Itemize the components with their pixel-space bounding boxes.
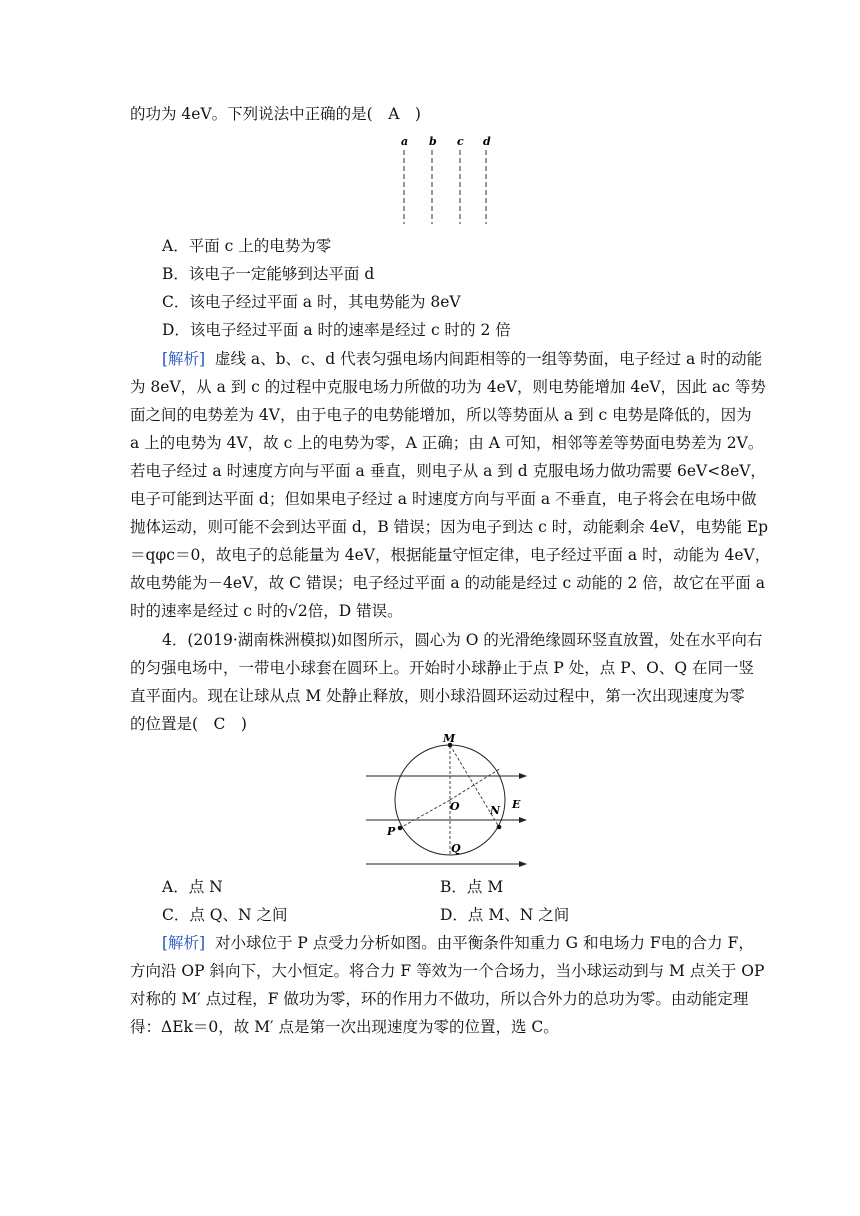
q3-analysis-line-4: a 上的电势为 4V，故 c 上的电势为零，A 正确；由 A 可知，相邻等差等势面电势差为 2V。 bbox=[130, 434, 764, 452]
q3-option-b: B．该电子一定能够到达平面 d bbox=[162, 265, 375, 283]
q3-analysis-line-6: 电子可能到达平面 d；但如果电子经过 a 时速度方向与平面 a 不垂直，电子将会在电场中做 bbox=[130, 490, 757, 508]
o-to-upper-right-line bbox=[450, 768, 501, 800]
q4-option-a: A．点 N bbox=[162, 878, 223, 896]
plane-label-a: a bbox=[401, 135, 409, 148]
q3-analysis-line-5: 若电子经过 a 时速度方向与平面 a 垂直，则电子从 a 到 d 克服电场力做功需要 6eV<8eV， bbox=[130, 462, 766, 480]
q4-analysis-tag: [解析] bbox=[162, 934, 206, 952]
q3-analysis-line-2: 为 8eV，从 a 到 c 的过程中克服电场力所做的功为 4eV，则电势能增加 4eV，因此 ac 等势 bbox=[130, 378, 766, 396]
q4-option-d: D．点 M、N 之间 bbox=[440, 906, 570, 924]
plane-label-c: c bbox=[457, 135, 464, 148]
q3-analysis-line-7: 抛体运动，则可能不会到达平面 d，B 错误；因为电子到达 c 时，动能剩余 4eV，电势能 Ep bbox=[130, 518, 769, 536]
q4-option-c: C．点 Q、N 之间 bbox=[162, 906, 288, 924]
q3-option-d: D．该电子经过平面 a 时的速率是经过 c 时的 2 倍 bbox=[162, 321, 511, 339]
equipotential-figure bbox=[390, 134, 500, 228]
q3-analysis-text-1: 虚线 a、b、c、d 代表匀强电场内间距相等的一组等势面，电子经过 a 时的动能 bbox=[214, 350, 763, 368]
q3-analysis-line-9: 故电势能为－4eV，故 C 错误；电子经过平面 a 的动能是经过 c 动能的 2 倍，故它在平面 a bbox=[130, 574, 765, 592]
q4-stem-line-3: 直平面内。现在让球从点 M 处静止释放，则小球沿圆环运动过程中，第一次出现速度为零 bbox=[130, 687, 745, 705]
point-p-dot bbox=[398, 826, 403, 831]
label-e: E bbox=[512, 798, 521, 811]
op-line bbox=[400, 800, 450, 828]
q4-analysis-line-4: 得：ΔEk＝0，故 M′ 点是第一次出现速度为零的位置，选 C。 bbox=[130, 1018, 559, 1036]
q4-stem-line-2: 的匀强电场中，一带电小球套在圆环上。开始时小球静止于点 P 处，点 P、O、Q 在同一竖 bbox=[130, 659, 754, 677]
plane-label-d: d bbox=[483, 135, 491, 148]
q4-stem-line-4: 的位置是( C ) bbox=[130, 715, 247, 733]
q4-analysis-line-3: 对称的 M′ 点过程，F 做功为零，环的作用力不做功，所以合外力的总功为零。由动能定理 bbox=[130, 990, 749, 1008]
q3-analysis-line-1 bbox=[162, 349, 762, 369]
ring-field-figure bbox=[360, 732, 540, 872]
q4-analysis-line-2: 方向沿 OP 斜向下，大小恒定。将合力 F 等效为一个合场力，当小球运动到与 M 点关于 OP bbox=[130, 962, 765, 980]
label-p: P bbox=[387, 825, 396, 838]
q3-analysis-line-10: 时的速率是经过 c 时的√2倍，D 错误。 bbox=[130, 602, 403, 620]
q3-analysis-line-3: 面之间的电势差为 4V，由于电子的电势能增加，所以等势面从 a 到 c 电势是降低的，因为 bbox=[130, 406, 752, 424]
q3-analysis-line-8: ＝qφc＝0，故电子的总能量为 4eV，根据能量守恒定律，电子经过平面 a 时，动能为 4eV， bbox=[130, 546, 771, 564]
q3-stem: 的功为 4eV。下列说法中正确的是( A ) bbox=[130, 105, 421, 123]
label-n: N bbox=[490, 804, 501, 817]
q4-option-b: B．点 M bbox=[440, 878, 504, 896]
label-m: M bbox=[443, 732, 456, 745]
plane-label-b: b bbox=[429, 135, 437, 148]
label-q: Q bbox=[451, 842, 461, 855]
q4-stem-line-1: 4．(2019·湖南株洲模拟)如图所示，圆心为 O 的光滑绝缘圆环竖直放置，处在水平向右 bbox=[162, 631, 763, 649]
q4-analysis-text-1: 对小球位于 P 点受力分析如图。由平衡条件知重力 G 和电场力 F电的合力 F， bbox=[214, 934, 754, 952]
point-n-dot bbox=[497, 825, 502, 830]
label-o: O bbox=[450, 800, 460, 813]
q3-option-a: A．平面 c 上的电势为零 bbox=[162, 237, 332, 255]
q4-analysis-line-1 bbox=[162, 933, 754, 953]
q3-option-c: C．该电子经过平面 a 时，其电势能为 8eV bbox=[162, 293, 461, 311]
q3-analysis-tag: [解析] bbox=[162, 350, 206, 368]
